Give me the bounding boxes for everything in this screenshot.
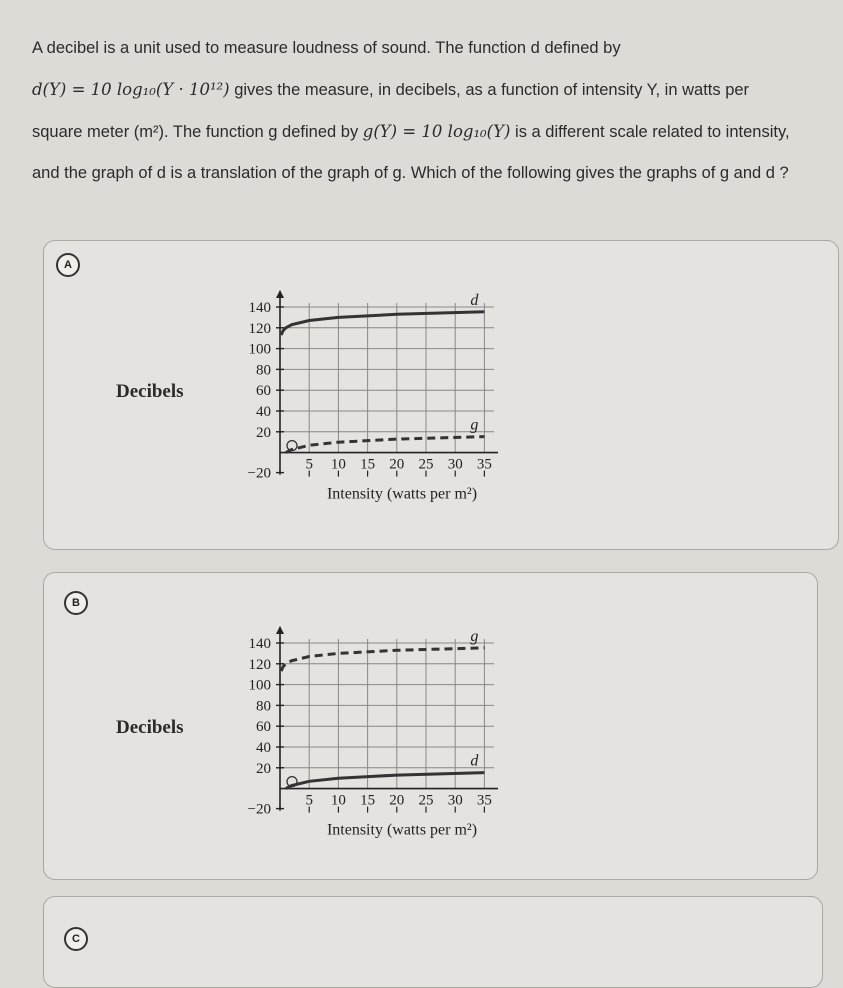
question-text	[32, 28, 822, 194]
choice-b-ytick-label: −20	[247, 801, 271, 818]
choice-a-ytick-label: −20	[247, 465, 271, 482]
choice-a-xtick-label: 35	[476, 456, 492, 473]
choice-b-ytick-label: 100	[248, 677, 271, 694]
choice-a-xlabel: Intensity (watts per m²)	[326, 485, 478, 503]
choice-c-card[interactable]	[43, 896, 823, 988]
choice-a-xtick-label: 15	[360, 456, 376, 473]
choice-b-xtick-label: 15	[360, 792, 376, 809]
choice-b-label-g: g	[470, 627, 479, 645]
choice-b-ytick-label: 80	[256, 698, 271, 715]
choice-b-series-g	[281, 648, 484, 671]
choice-a-xtick-label: 30	[447, 456, 463, 473]
question-line-4: and the graph of d is a translation of the graph of g. Which of the following gives the graphs of g and d ?	[32, 164, 789, 182]
choice-b-card[interactable]	[43, 572, 818, 880]
choice-b-xtick-label: 10	[330, 792, 346, 809]
question-line-2: d(Y) = 10 log₁₀(Y · 10¹²) gives the measure, in decibels, as a function of intensity Y, in watts per	[32, 80, 750, 99]
choice-a-xtick-label: 25	[418, 456, 434, 473]
choice-a-card[interactable]	[43, 240, 839, 550]
choice-b-xtick-label: 20	[389, 792, 405, 809]
choice-a-series-g	[286, 437, 485, 453]
choice-b-ytick-label: 140	[248, 636, 271, 652]
choice-a-graph	[192, 289, 512, 534]
choice-a-label-g: g	[470, 416, 479, 434]
choice-a-xtick-label: 20	[389, 456, 405, 473]
g-formula: g(Y) = 10 log₁₀(Y)	[362, 122, 511, 141]
choice-b-y-arrow	[276, 626, 284, 634]
choice-b-xtick-label: 30	[447, 792, 463, 809]
choice-b-xlabel: Intensity (watts per m²)	[326, 821, 478, 839]
choice-a-ytick-label: 80	[256, 362, 271, 379]
choice-b-ylabel: Decibels	[116, 717, 184, 738]
d-formula: d(Y) = 10 log₁₀(Y · 10¹²)	[32, 80, 230, 99]
choice-a-y-arrow	[276, 290, 284, 298]
choice-a-ytick-label: 60	[256, 383, 271, 400]
choice-a-label-d: d	[470, 291, 479, 309]
choice-b-ytick-label: 40	[256, 740, 271, 756]
choice-a-xtick-label: 5	[305, 456, 313, 473]
choice-b-ytick-label: 120	[248, 656, 271, 673]
choice-a-series-d	[281, 312, 484, 335]
choice-b-graph	[192, 625, 512, 870]
choice-a-ylabel: Decibels	[116, 381, 184, 402]
choice-b-series-d	[286, 773, 485, 789]
choice-b-xtick-label: 5	[305, 792, 313, 809]
choice-a-badge[interactable]: A	[56, 253, 80, 277]
choice-b-ytick-label: 20	[256, 760, 271, 777]
choice-a-ytick-label: 100	[248, 341, 271, 358]
choice-b-xtick-label: 25	[418, 792, 434, 809]
choice-b-badge[interactable]: B	[64, 591, 88, 615]
choice-c-badge[interactable]: C	[64, 927, 88, 951]
choice-a-ytick-label: 20	[256, 424, 271, 441]
choice-a-xtick-label: 10	[330, 456, 346, 473]
choice-b-label-d: d	[470, 752, 479, 770]
choice-a-ytick-label: 120	[248, 320, 271, 337]
question-line-1: A decibel is a unit used to measure loudness of sound. The function d defined by	[32, 39, 621, 57]
choice-b-xtick-label: 35	[476, 792, 492, 809]
choice-a-ytick-label: 40	[256, 404, 271, 420]
question-line-3: square meter (m²). The function g defined by g(Y) = 10 log₁₀(Y) is a different scale related to intensity,	[32, 122, 790, 141]
choice-a-ytick-label: 140	[248, 300, 271, 316]
choice-b-ytick-label: 60	[256, 719, 271, 736]
